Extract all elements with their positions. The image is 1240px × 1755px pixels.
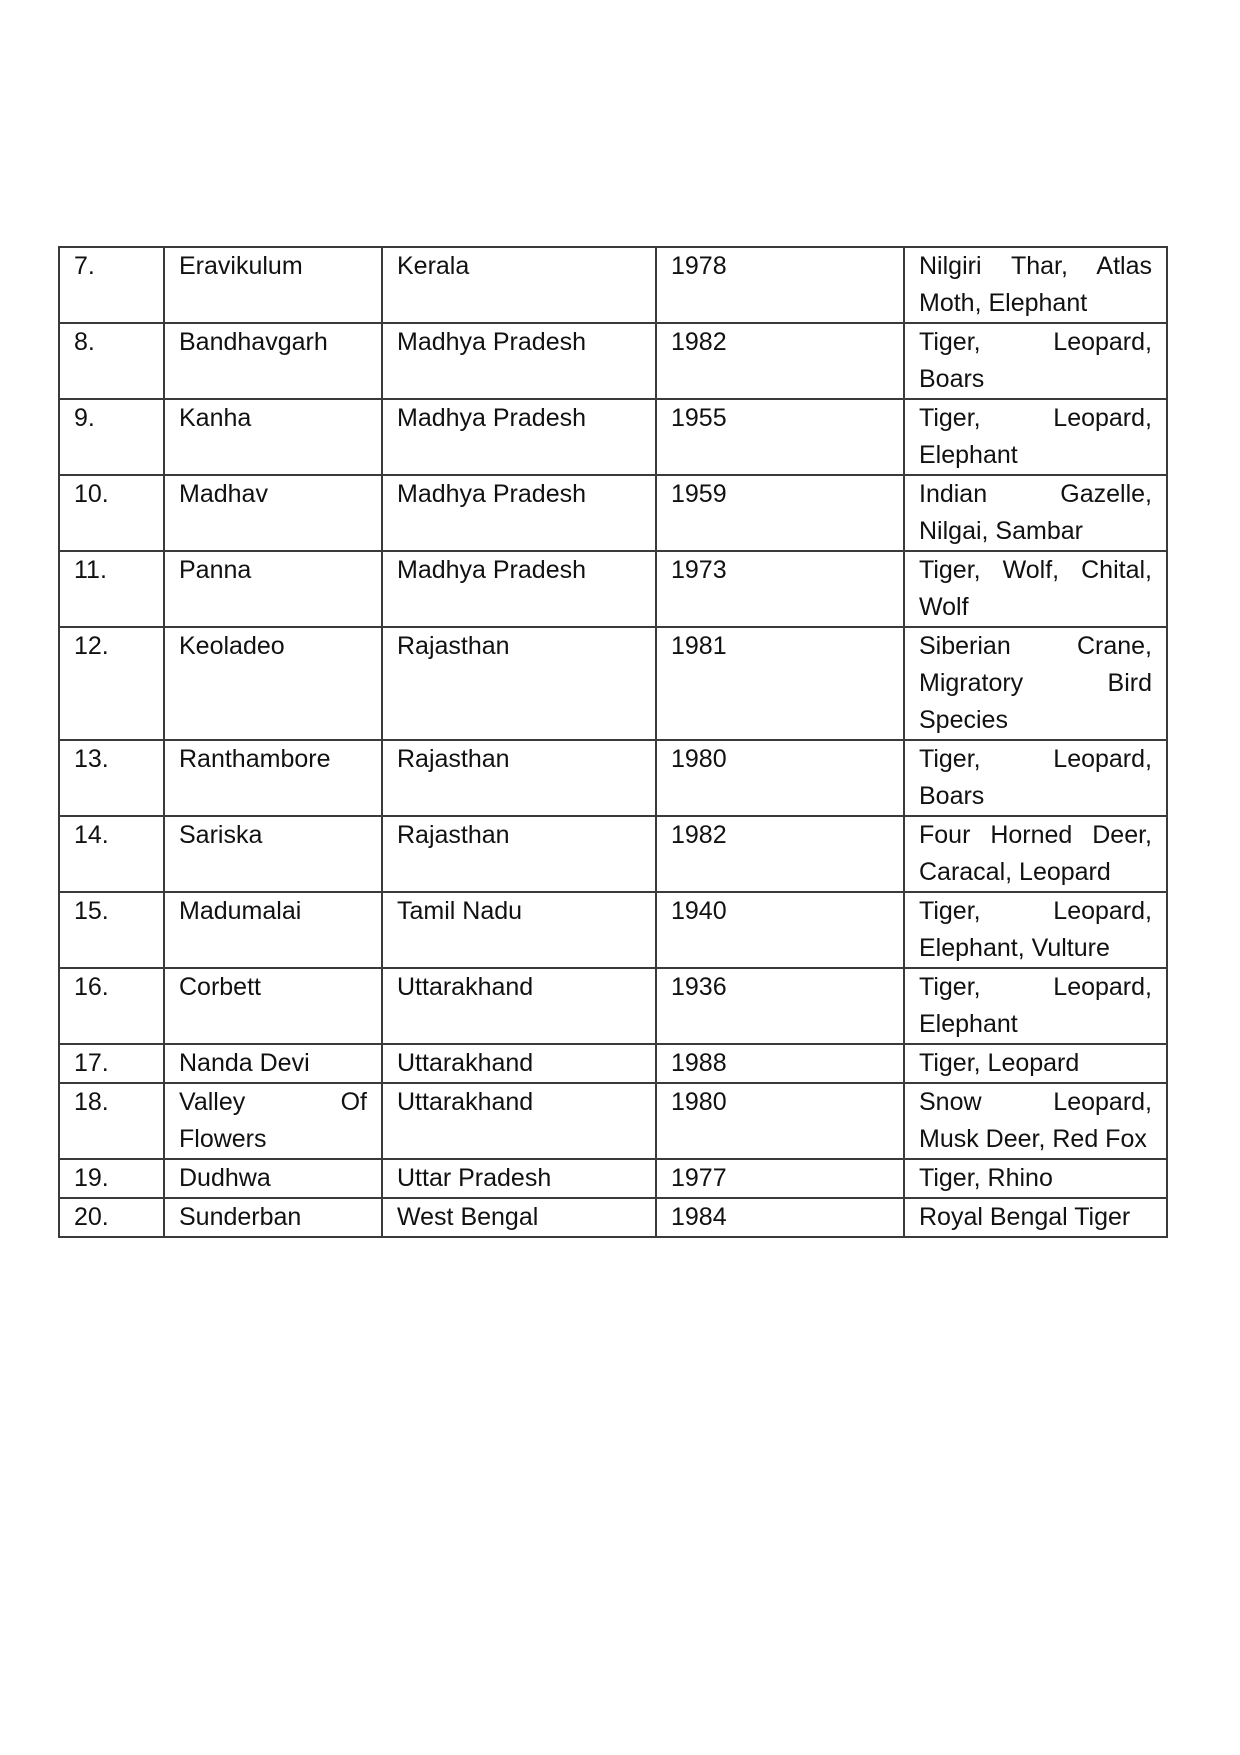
year-cell: 1955 — [656, 399, 904, 475]
state-cell: Uttar Pradesh — [382, 1159, 656, 1198]
species-cell: Tiger, Leopard, Elephant — [904, 968, 1167, 1044]
state-cell: Madhya Pradesh — [382, 475, 656, 551]
national-parks-table — [58, 246, 1168, 1238]
year-cell: 1973 — [656, 551, 904, 627]
species-cell: Indian Gazelle, Nilgai, Sambar — [904, 475, 1167, 551]
serial-number-cell: 18. — [59, 1083, 164, 1159]
park-name-cell: Sunderban — [164, 1198, 382, 1237]
species-cell: Tiger, Rhino — [904, 1159, 1167, 1198]
state-cell: Uttarakhand — [382, 1083, 656, 1159]
park-name-cell: Panna — [164, 551, 382, 627]
state-cell: Uttarakhand — [382, 1044, 656, 1083]
serial-number-cell: 11. — [59, 551, 164, 627]
year-cell: 1980 — [656, 1083, 904, 1159]
table-row — [59, 399, 1167, 475]
table-row — [59, 740, 1167, 816]
park-name-cell: Corbett — [164, 968, 382, 1044]
species-cell: Tiger, Leopard, Elephant, Vulture — [904, 892, 1167, 968]
table-row — [59, 892, 1167, 968]
year-cell: 1988 — [656, 1044, 904, 1083]
park-name-cell: Keoladeo — [164, 627, 382, 740]
park-name-cell: Dudhwa — [164, 1159, 382, 1198]
park-name-cell: Madhav — [164, 475, 382, 551]
state-cell: Kerala — [382, 247, 656, 323]
serial-number-cell: 19. — [59, 1159, 164, 1198]
species-cell: Four Horned Deer, Caracal, Leopard — [904, 816, 1167, 892]
table-body — [59, 247, 1167, 1237]
year-cell: 1959 — [656, 475, 904, 551]
park-name-cell: Kanha — [164, 399, 382, 475]
park-name-cell: Nanda Devi — [164, 1044, 382, 1083]
serial-number-cell: 16. — [59, 968, 164, 1044]
table-row — [59, 475, 1167, 551]
serial-number-cell: 8. — [59, 323, 164, 399]
species-cell: Tiger, Leopard, Boars — [904, 740, 1167, 816]
state-cell: West Bengal — [382, 1198, 656, 1237]
table-row — [59, 627, 1167, 740]
species-cell: Tiger, Leopard — [904, 1044, 1167, 1083]
serial-number-cell: 15. — [59, 892, 164, 968]
state-cell: Madhya Pradesh — [382, 399, 656, 475]
year-cell: 1940 — [656, 892, 904, 968]
serial-number-cell: 20. — [59, 1198, 164, 1237]
state-cell: Rajasthan — [382, 627, 656, 740]
serial-number-cell: 7. — [59, 247, 164, 323]
serial-number-cell: 10. — [59, 475, 164, 551]
state-cell: Madhya Pradesh — [382, 551, 656, 627]
year-cell: 1977 — [656, 1159, 904, 1198]
species-cell: Nilgiri Thar, Atlas Moth, Elephant — [904, 247, 1167, 323]
species-cell: Siberian Crane, Migratory Bird Species — [904, 627, 1167, 740]
species-cell: Tiger, Leopard, Boars — [904, 323, 1167, 399]
year-cell: 1980 — [656, 740, 904, 816]
table-row — [59, 1083, 1167, 1159]
species-cell: Snow Leopard, Musk Deer, Red Fox — [904, 1083, 1167, 1159]
park-name-cell: Eravikulum — [164, 247, 382, 323]
park-name-cell: Madumalai — [164, 892, 382, 968]
serial-number-cell: 14. — [59, 816, 164, 892]
state-cell: Madhya Pradesh — [382, 323, 656, 399]
table-row — [59, 323, 1167, 399]
year-cell: 1981 — [656, 627, 904, 740]
species-cell: Royal Bengal Tiger — [904, 1198, 1167, 1237]
state-cell: Rajasthan — [382, 740, 656, 816]
species-cell: Tiger, Wolf, Chital, Wolf — [904, 551, 1167, 627]
serial-number-cell: 9. — [59, 399, 164, 475]
serial-number-cell: 13. — [59, 740, 164, 816]
year-cell: 1936 — [656, 968, 904, 1044]
year-cell: 1982 — [656, 816, 904, 892]
species-cell: Tiger, Leopard, Elephant — [904, 399, 1167, 475]
serial-number-cell: 12. — [59, 627, 164, 740]
table-row — [59, 1159, 1167, 1198]
serial-number-cell: 17. — [59, 1044, 164, 1083]
year-cell: 1982 — [656, 323, 904, 399]
park-name-cell: Ranthambore — [164, 740, 382, 816]
year-cell: 1984 — [656, 1198, 904, 1237]
table-row — [59, 247, 1167, 323]
state-cell: Uttarakhand — [382, 968, 656, 1044]
state-cell: Rajasthan — [382, 816, 656, 892]
table-row — [59, 816, 1167, 892]
park-name-cell: Bandhavgarh — [164, 323, 382, 399]
table-row — [59, 551, 1167, 627]
park-name-cell: Sariska — [164, 816, 382, 892]
park-name-cell: Valley Of Flowers — [164, 1083, 382, 1159]
state-cell: Tamil Nadu — [382, 892, 656, 968]
year-cell: 1978 — [656, 247, 904, 323]
table-row — [59, 968, 1167, 1044]
table-row — [59, 1198, 1167, 1237]
table-row — [59, 1044, 1167, 1083]
